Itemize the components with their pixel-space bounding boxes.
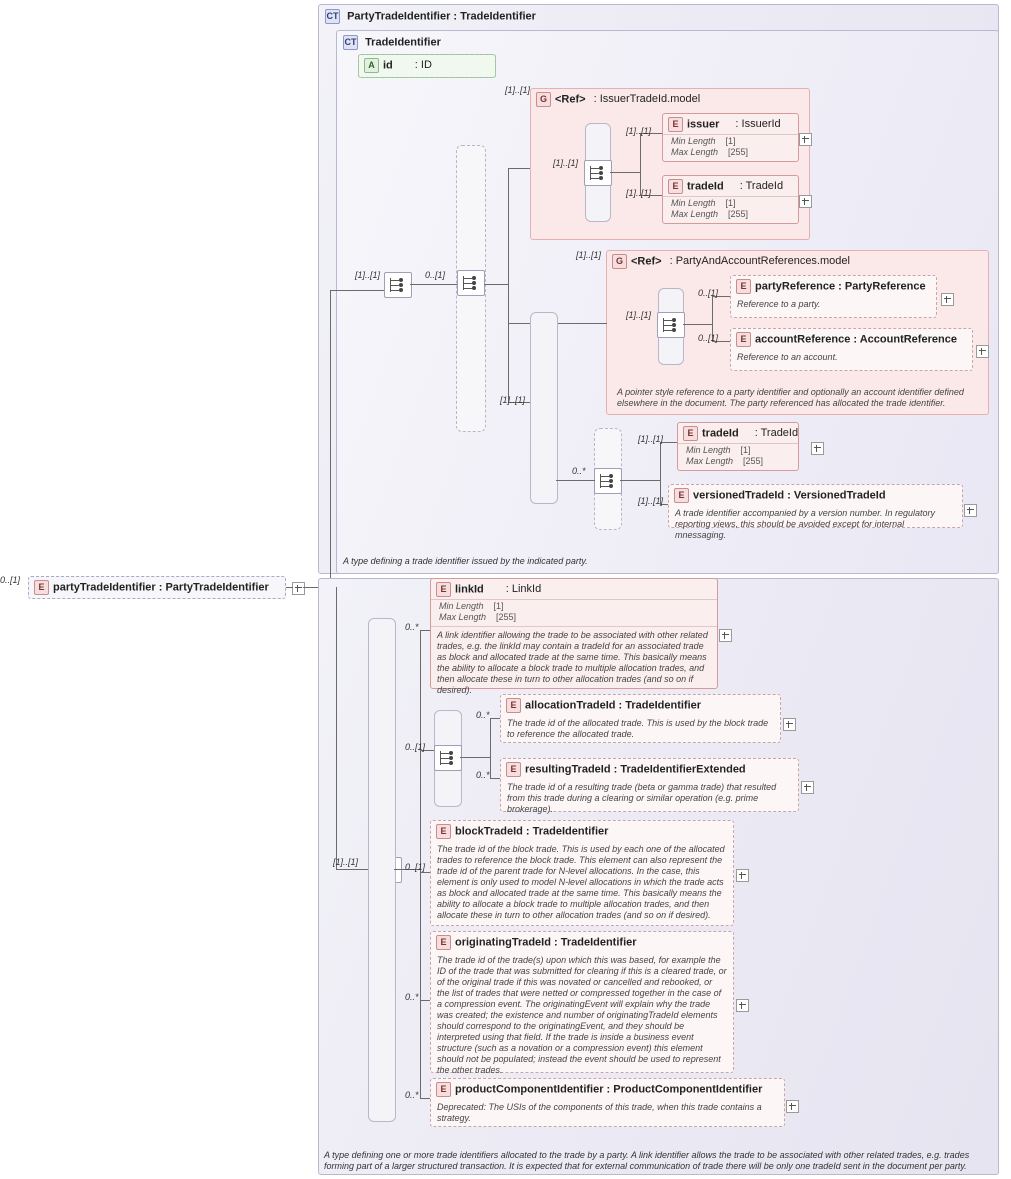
expand-icon[interactable] [976,345,989,358]
cardinality: 0..* [476,710,490,720]
cardinality: [1]..[1] [500,395,526,405]
facet-min-label: Min Length [671,198,716,208]
element-issuer-type: : IssuerId [735,118,781,131]
expand-icon[interactable] [736,999,749,1012]
element-allocationTradeId[interactable] [500,694,781,743]
cardinality: 0..* [405,622,419,632]
element-icon: E [736,332,751,347]
repeat-bar [368,618,396,1122]
expand-icon[interactable] [786,1100,799,1113]
element-type: : TradeId [754,427,799,440]
cardinality: 0..[1] [425,270,446,280]
element-label: allocationTradeId : TradeIdentifier [525,699,702,712]
facet-max-label: Max Length [686,456,734,466]
sequence-compositor[interactable] [384,272,412,298]
expand-icon[interactable] [783,718,796,731]
element-doc: A link identifier allowing the trade to be associated with other related trades, e.g. the linkId may contain a tradeId for an associated trade as block and allocated trade at the same time. This basically means the ability to allocate a block trade to multiple allocation trades, and then allocate these in turn to other allocation trades (and so on if desired). [431,626,717,700]
cardinality: 0..[1] [405,862,426,872]
group-icon: G [612,254,627,269]
facet-min-label: Min Length [686,445,731,455]
facet-min-value: [1] [725,136,736,146]
tradeIdentifier-doc: A type defining a trade identifier issued by the indicated party. [343,556,588,566]
element-icon: E [736,279,751,294]
attribute-id-type: : ID [414,59,432,72]
element-linkId[interactable] [430,578,718,695]
element-type: : LinkId [505,583,542,596]
complextype-icon: CT [343,35,358,50]
cardinality: [1]..[1] [333,857,359,867]
element-icon: E [436,935,451,950]
element-label: accountReference : AccountReference [755,333,957,346]
expand-icon[interactable] [292,582,305,595]
ref-label: <Ref> [555,93,586,106]
cardinality: [1]..[1] [638,496,664,506]
attribute-icon: A [364,58,379,73]
group-type: : PartyAndAccountReferences.model [669,255,850,268]
element-icon: E [436,1082,451,1097]
element-label: partyReference : PartyReference [755,280,926,293]
choice-compositor[interactable] [457,270,485,296]
element-doc: Deprecated: The USIs of the components of this trade, when this trade contains a strategy. [437,1102,762,1123]
element-label: tradeId [702,427,739,440]
cardinality: 0..[1] [0,575,21,585]
element-partyReference[interactable] [730,275,937,318]
element-icon: E [668,117,683,132]
cardinality: [1]..[1] [505,85,531,95]
cardinality: 0..* [405,1090,419,1100]
element-icon: E [683,426,698,441]
element-tradeId-label: tradeId [687,180,724,193]
element-tradeId-group[interactable] [662,175,799,224]
diagram-title: PartyTradeIdentifier : TradeIdentifier [347,10,536,23]
cardinality: [1]..[1] [626,126,652,136]
root-type-label: TradeIdentifier [365,36,441,49]
element-label: productComponentIdentifier : ProductComponentIdentifier [455,1083,763,1096]
group-doc: A pointer style reference to a party identifier and optionally an account identifier defined elsewhere in the document. The party referenced has allocated the trade identifier. [617,387,964,408]
element-originatingTradeId[interactable] [430,931,734,1073]
facet-max-value: [255] [728,209,749,219]
element-doc: The trade id of the trade(s) upon which this was based, for example the ID of the trade that was submitted for clearing if this is a cleared trade, or of the original trade if this was novated or cancelled and rebooked, or the list of trades that were netted or compressed together in the case of a compression event. The originatingEvent will explain why the trade was created; the existence and number of originatingTradeId elements should correspond to the originatingEvent, and they should be interpreted using that field. If the trade is inside a business event structure (such as a novation or a compression event) this element should not be populated; instead the event should be used to represent the other trades. [437,955,727,1075]
cardinality: [1]..[1] [576,250,602,260]
expand-icon[interactable] [799,133,812,146]
element-doc: Reference to an account. [737,352,838,362]
facet-min-value: [1] [740,445,751,455]
element-icon: E [436,582,451,597]
complextype-icon: CT [325,9,340,24]
group-icon: G [536,92,551,107]
ref-label: <Ref> [631,255,662,268]
element-label: originatingTradeId : TradeIdentifier [455,936,637,949]
element-doc: The trade id of a resulting trade (beta or gamma trade) that resulted from this trade during a clearing or similar operation (e.g. prime brokerage). [507,782,777,814]
choice-compositor[interactable] [594,468,622,494]
cardinality: [1]..[1] [355,270,381,280]
expand-icon[interactable] [964,504,977,517]
element-tradeId-type: : TradeId [739,180,784,193]
cardinality: 0..[1] [405,742,426,752]
facet-max-label: Max Length [439,612,487,622]
facet-min-value: [1] [725,198,736,208]
cardinality: 0..* [476,770,490,780]
cardinality: [1]..[1] [638,434,664,444]
element-icon: E [674,488,689,503]
element-icon: E [506,762,521,777]
element-productComponentIdentifier[interactable] [430,1078,785,1127]
sequence-compositor[interactable] [584,160,612,186]
choice-compositor[interactable] [657,312,685,338]
element-versionedTradeId[interactable] [668,484,963,540]
element-doc: A trade identifier accompanied by a version number. In regulatory reporting views, this should be avoided except for internal mnessaging. [675,508,935,540]
cardinality: [1]..[1] [626,188,652,198]
element-icon: E [668,179,683,194]
element-doc: Reference to a party. [737,299,821,309]
element-issuer[interactable] [662,113,799,162]
node-partyTradeIdentifier[interactable] [28,576,286,599]
facet-min-value: [1] [493,601,504,611]
element-label: resultingTradeId : TradeIdentifierExtended [525,763,746,776]
cardinality: 0..[1] [698,288,719,298]
cardinality: 0..* [405,992,419,1002]
facet-max-value: [255] [728,147,749,157]
node-label: partyTradeIdentifier : PartyTradeIdentifier [53,581,269,594]
element-accountReference[interactable] [730,328,973,371]
expand-icon[interactable] [941,293,954,306]
element-resultingTradeId[interactable] [500,758,799,812]
element-doc: The trade id of the block trade. This is used by each one of the allocated trades to reference the block trade. This element can also represent the trade id of the parent trade for N-level allocations. In the case, this element is only used to model N-level allocations in which the trade acts as block and allocated trade at the same time. This basically means the ability to allocate a block trade to multiple allocation trades, and then allocate these in turn to other allocation trades (and so on if desired). [437,844,725,920]
facet-max-value: [255] [496,612,517,622]
expand-icon[interactable] [719,629,732,642]
element-label: blockTradeId : TradeIdentifier [455,825,609,838]
cardinality: 0..* [572,466,586,476]
expand-icon[interactable] [811,442,824,455]
element-blockTradeId[interactable] [430,820,734,926]
facet-max-label: Max Length [671,147,719,157]
expand-icon[interactable] [799,195,812,208]
cardinality: 0..[1] [698,333,719,343]
facet-min-label: Min Length [439,601,484,611]
expand-icon[interactable] [736,869,749,882]
repeat-bar [530,312,558,504]
facet-max-value: [255] [743,456,764,466]
element-tradeId[interactable] [677,422,799,471]
choice-compositor[interactable] [434,745,462,771]
facet-min-label: Min Length [671,136,716,146]
element-issuer-label: issuer [687,118,720,131]
facet-max-label: Max Length [671,209,719,219]
element-doc: The trade id of the allocated trade. This is used by the block trade to reference the allocated trade. [507,718,769,739]
group-type: : IssuerTradeId.model [593,93,701,106]
cardinality: [1]..[1] [553,158,579,168]
element-icon: E [506,698,521,713]
element-icon: E [436,824,451,839]
expand-icon[interactable] [801,781,814,794]
element-label: linkId [455,583,484,596]
footer-doc: A type defining one or more trade identifiers allocated to the trade by a party. A link identifier allows the trade to be associated with other related trades, e.g. trades forming part of a larger structured transaction. It is expected that for external communication of trade there will be only one tradeId sent in the document per party. [324,1150,970,1171]
cardinality: [1]..[1] [626,310,652,320]
element-icon: E [34,580,49,595]
attribute-id-label: id [383,59,393,72]
element-label: versionedTradeId : VersionedTradeId [693,489,886,502]
